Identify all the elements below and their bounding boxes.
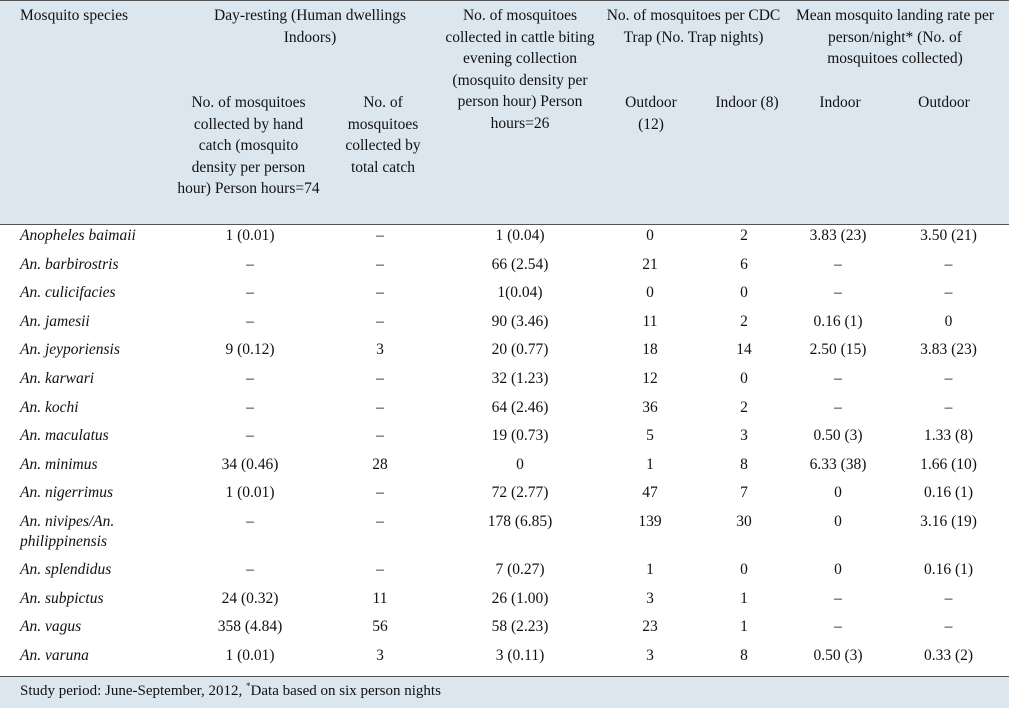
cattle-cell: 72 (2.77) <box>491 484 549 502</box>
hand-catch-cell: – <box>246 255 254 273</box>
cattle-cell: 90 (3.46) <box>491 312 549 330</box>
cdc-indoor-cell: 8 <box>740 455 748 473</box>
hand-catch-cell: 1 (0.01) <box>225 227 275 244</box>
total-catch-cell: – <box>376 484 384 502</box>
cattle-cell: 26 (1.00) <box>491 589 549 607</box>
cdc-outdoor-cell: 3 <box>646 646 654 664</box>
cdc-indoor-cell: 2 <box>740 227 748 244</box>
landing-indoor-cell: – <box>834 284 842 302</box>
header-species: Mosquito species <box>20 7 129 24</box>
cdc-outdoor-cell: 18 <box>642 341 658 359</box>
cdc-outdoor-cell: 1 <box>646 560 654 578</box>
landing-outdoor-cell: 3.50 (21) <box>920 227 977 244</box>
hand-catch-cell: 9 (0.12) <box>225 341 275 359</box>
species-cell: An. nivipes/An. philippinensis <box>20 512 115 550</box>
cattle-cell: 20 (0.77) <box>491 341 549 359</box>
landing-indoor-cell: 0.16 (1) <box>813 312 863 330</box>
species-cell: An. minimus <box>20 455 98 473</box>
table-row <box>0 398 1009 427</box>
cdc-outdoor-cell: 0 <box>646 227 654 244</box>
cdc-indoor-cell: 0 <box>740 560 748 578</box>
landing-indoor-cell: – <box>834 398 842 416</box>
cdc-indoor-cell: 6 <box>740 255 748 273</box>
header-cdc-trap: No. of mosquitoes per CDC Trap (No. Trap nights) <box>606 7 781 46</box>
table-row <box>0 560 1009 589</box>
landing-outdoor-cell: 0.16 (1) <box>923 484 974 502</box>
footnote <box>20 681 441 701</box>
table-row <box>0 512 1009 560</box>
cdc-outdoor-cell: 11 <box>642 312 658 330</box>
landing-indoor-cell: 6.33 (38) <box>809 455 867 473</box>
header-cdc-indoor: Indoor (8) <box>715 94 779 111</box>
landing-outdoor-cell: 1.33 (8) <box>923 427 974 445</box>
cattle-cell: 0 <box>516 455 524 473</box>
header-total-catch: No. of mosquitoes collected by total catch <box>345 94 421 176</box>
table-body <box>0 226 1009 674</box>
landing-indoor-cell: 0.50 (3) <box>813 427 863 445</box>
landing-indoor-cell: – <box>834 618 842 636</box>
cdc-indoor-cell: 2 <box>740 398 748 416</box>
total-catch-cell: 28 <box>372 455 388 473</box>
cattle-cell: 3 (0.11) <box>495 646 545 664</box>
header-landing-rate: Mean mosquito landing rate per person/night* (No. of mosquitoes collected) <box>795 7 994 67</box>
cattle-cell: 7 (0.27) <box>495 560 545 578</box>
hand-catch-cell: – <box>246 369 254 387</box>
hand-catch-cell: – <box>246 560 254 578</box>
cdc-outdoor-cell: 21 <box>642 255 658 273</box>
landing-indoor-cell: – <box>834 369 842 387</box>
total-catch-cell: 11 <box>372 589 388 607</box>
total-catch-cell: 3 <box>376 646 384 664</box>
table-row <box>0 312 1009 341</box>
cdc-indoor-cell: 7 <box>740 484 748 502</box>
footnote-marker: * <box>246 681 251 691</box>
table-row <box>0 646 1009 675</box>
total-catch-cell: – <box>376 512 384 530</box>
header-landing-indoor: Indoor <box>819 94 861 111</box>
cdc-outdoor-cell: 36 <box>642 398 658 416</box>
cdc-outdoor-cell: 5 <box>646 427 654 445</box>
landing-indoor-cell: 0 <box>834 512 842 530</box>
landing-outdoor-cell: – <box>944 284 953 302</box>
cdc-indoor-cell: 8 <box>740 646 748 664</box>
species-cell: An. subpictus <box>20 589 104 607</box>
cattle-cell: 1 (0.04) <box>495 227 545 244</box>
cdc-indoor-cell: 0 <box>740 284 748 302</box>
cattle-cell: 1(0.04) <box>497 284 543 302</box>
hand-catch-cell: 24 (0.32) <box>221 589 279 607</box>
species-cell: An. varuna <box>20 646 89 664</box>
table-row <box>0 617 1009 646</box>
total-catch-cell: 3 <box>376 341 384 359</box>
header-cdc-outdoor: Outdoor (12) <box>625 94 677 133</box>
cattle-cell: 32 (1.23) <box>491 369 549 387</box>
landing-indoor-cell: 0 <box>834 560 842 578</box>
header-landing-outdoor: Outdoor <box>918 94 970 111</box>
species-cell: Anopheles baimaii <box>20 227 136 244</box>
landing-outdoor-cell: 3.83 (23) <box>920 341 977 359</box>
hand-catch-cell: – <box>246 398 254 416</box>
cdc-outdoor-cell: 3 <box>646 589 654 607</box>
landing-outdoor-cell: 0 <box>944 312 953 330</box>
total-catch-cell: – <box>376 312 384 330</box>
species-cell: An. karwari <box>20 369 95 387</box>
landing-indoor-cell: 0 <box>834 484 842 502</box>
header-day-resting: Day-resting (Human dwellings Indoors) <box>214 7 406 46</box>
cdc-indoor-cell: 1 <box>740 618 748 636</box>
table-row <box>0 483 1009 512</box>
landing-outdoor-cell: – <box>944 255 953 273</box>
total-catch-cell: – <box>376 560 384 578</box>
species-cell: An. jamesii <box>20 312 90 330</box>
landing-outdoor-cell: 1.66 (10) <box>920 455 977 473</box>
total-catch-cell: – <box>376 369 384 387</box>
landing-indoor-cell: – <box>834 255 842 273</box>
total-catch-cell: – <box>376 227 384 244</box>
species-cell: An. maculatus <box>20 427 109 445</box>
landing-indoor-cell: – <box>834 589 842 607</box>
total-catch-cell: 56 <box>372 618 388 636</box>
cdc-outdoor-cell: 0 <box>646 284 654 302</box>
landing-outdoor-cell: – <box>944 398 953 416</box>
header-cattle-collection: No. of mosquitoes collected in cattle biting evening collection (mosquito density per person hour) Person hours=26 <box>445 7 595 132</box>
landing-indoor-cell: 0.50 (3) <box>813 646 863 664</box>
cattle-cell: 58 (2.23) <box>491 618 549 636</box>
table-row <box>0 226 1009 255</box>
table-row <box>0 426 1009 455</box>
landing-outdoor-cell: – <box>944 618 953 636</box>
table-row <box>0 283 1009 312</box>
total-catch-cell: – <box>376 398 384 416</box>
species-cell: An. kochi <box>20 398 79 416</box>
cdc-outdoor-cell: 23 <box>642 618 658 636</box>
hand-catch-cell: 1 (0.01) <box>225 646 275 664</box>
landing-outdoor-cell: – <box>944 589 953 607</box>
species-cell: An. splendidus <box>20 560 112 578</box>
landing-indoor-cell: 2.50 (15) <box>809 341 867 359</box>
table-rows <box>0 226 1009 674</box>
table-row <box>0 455 1009 484</box>
species-cell: An. culicifacies <box>20 284 116 302</box>
cdc-outdoor-cell: 47 <box>642 484 658 502</box>
cdc-indoor-cell: 2 <box>740 312 748 330</box>
total-catch-cell: – <box>376 284 384 302</box>
cdc-outdoor-cell: 139 <box>638 512 662 530</box>
cattle-cell: 178 (6.85) <box>487 512 553 530</box>
species-cell: An. nigerrimus <box>20 484 113 502</box>
top-rule <box>0 0 1009 1</box>
total-catch-cell: – <box>376 427 384 445</box>
landing-outdoor-cell: 0.16 (1) <box>923 560 974 578</box>
cdc-outdoor-cell: 1 <box>646 455 654 473</box>
cattle-cell: 19 (0.73) <box>491 427 549 445</box>
hand-catch-cell: – <box>246 312 254 330</box>
cdc-indoor-cell: 0 <box>740 369 748 387</box>
total-catch-cell: – <box>376 255 384 273</box>
landing-outdoor-cell: 3.16 (19) <box>920 512 977 530</box>
hand-catch-cell: 1 (0.01) <box>225 484 275 502</box>
hand-catch-cell: 34 (0.46) <box>221 455 279 473</box>
cdc-indoor-cell: 30 <box>736 512 752 530</box>
hand-catch-cell: – <box>246 284 254 302</box>
cdc-indoor-cell: 14 <box>736 341 752 359</box>
landing-indoor-cell: 3.83 (23) <box>809 227 867 244</box>
footnote-note: Data based on six person nights <box>250 683 441 699</box>
table-row <box>0 340 1009 369</box>
cattle-cell: 64 (2.46) <box>491 398 549 416</box>
hand-catch-cell: 358 (4.84) <box>217 618 283 636</box>
landing-outdoor-cell: 0.33 (2) <box>923 646 974 664</box>
hand-catch-cell: – <box>246 512 254 530</box>
footnote-study-period: Study period: June-September, 2012, <box>20 683 243 699</box>
header-rule <box>0 224 1009 225</box>
table-row <box>0 255 1009 284</box>
header-hand-catch: No. of mosquitoes collected by hand catch (mosquito density per person hour) Person hours=74 <box>177 94 320 197</box>
species-cell: An. barbirostris <box>20 255 119 273</box>
cdc-outdoor-cell: 12 <box>642 369 658 387</box>
landing-outdoor-cell: – <box>944 369 953 387</box>
cdc-indoor-cell: 1 <box>740 589 748 607</box>
species-cell: An. jeyporiensis <box>20 341 120 359</box>
table-row <box>0 589 1009 618</box>
cattle-cell: 66 (2.54) <box>491 255 549 273</box>
species-cell: An. vagus <box>20 618 82 636</box>
hand-catch-cell: – <box>246 427 254 445</box>
table-row <box>0 369 1009 398</box>
cdc-indoor-cell: 3 <box>740 427 748 445</box>
